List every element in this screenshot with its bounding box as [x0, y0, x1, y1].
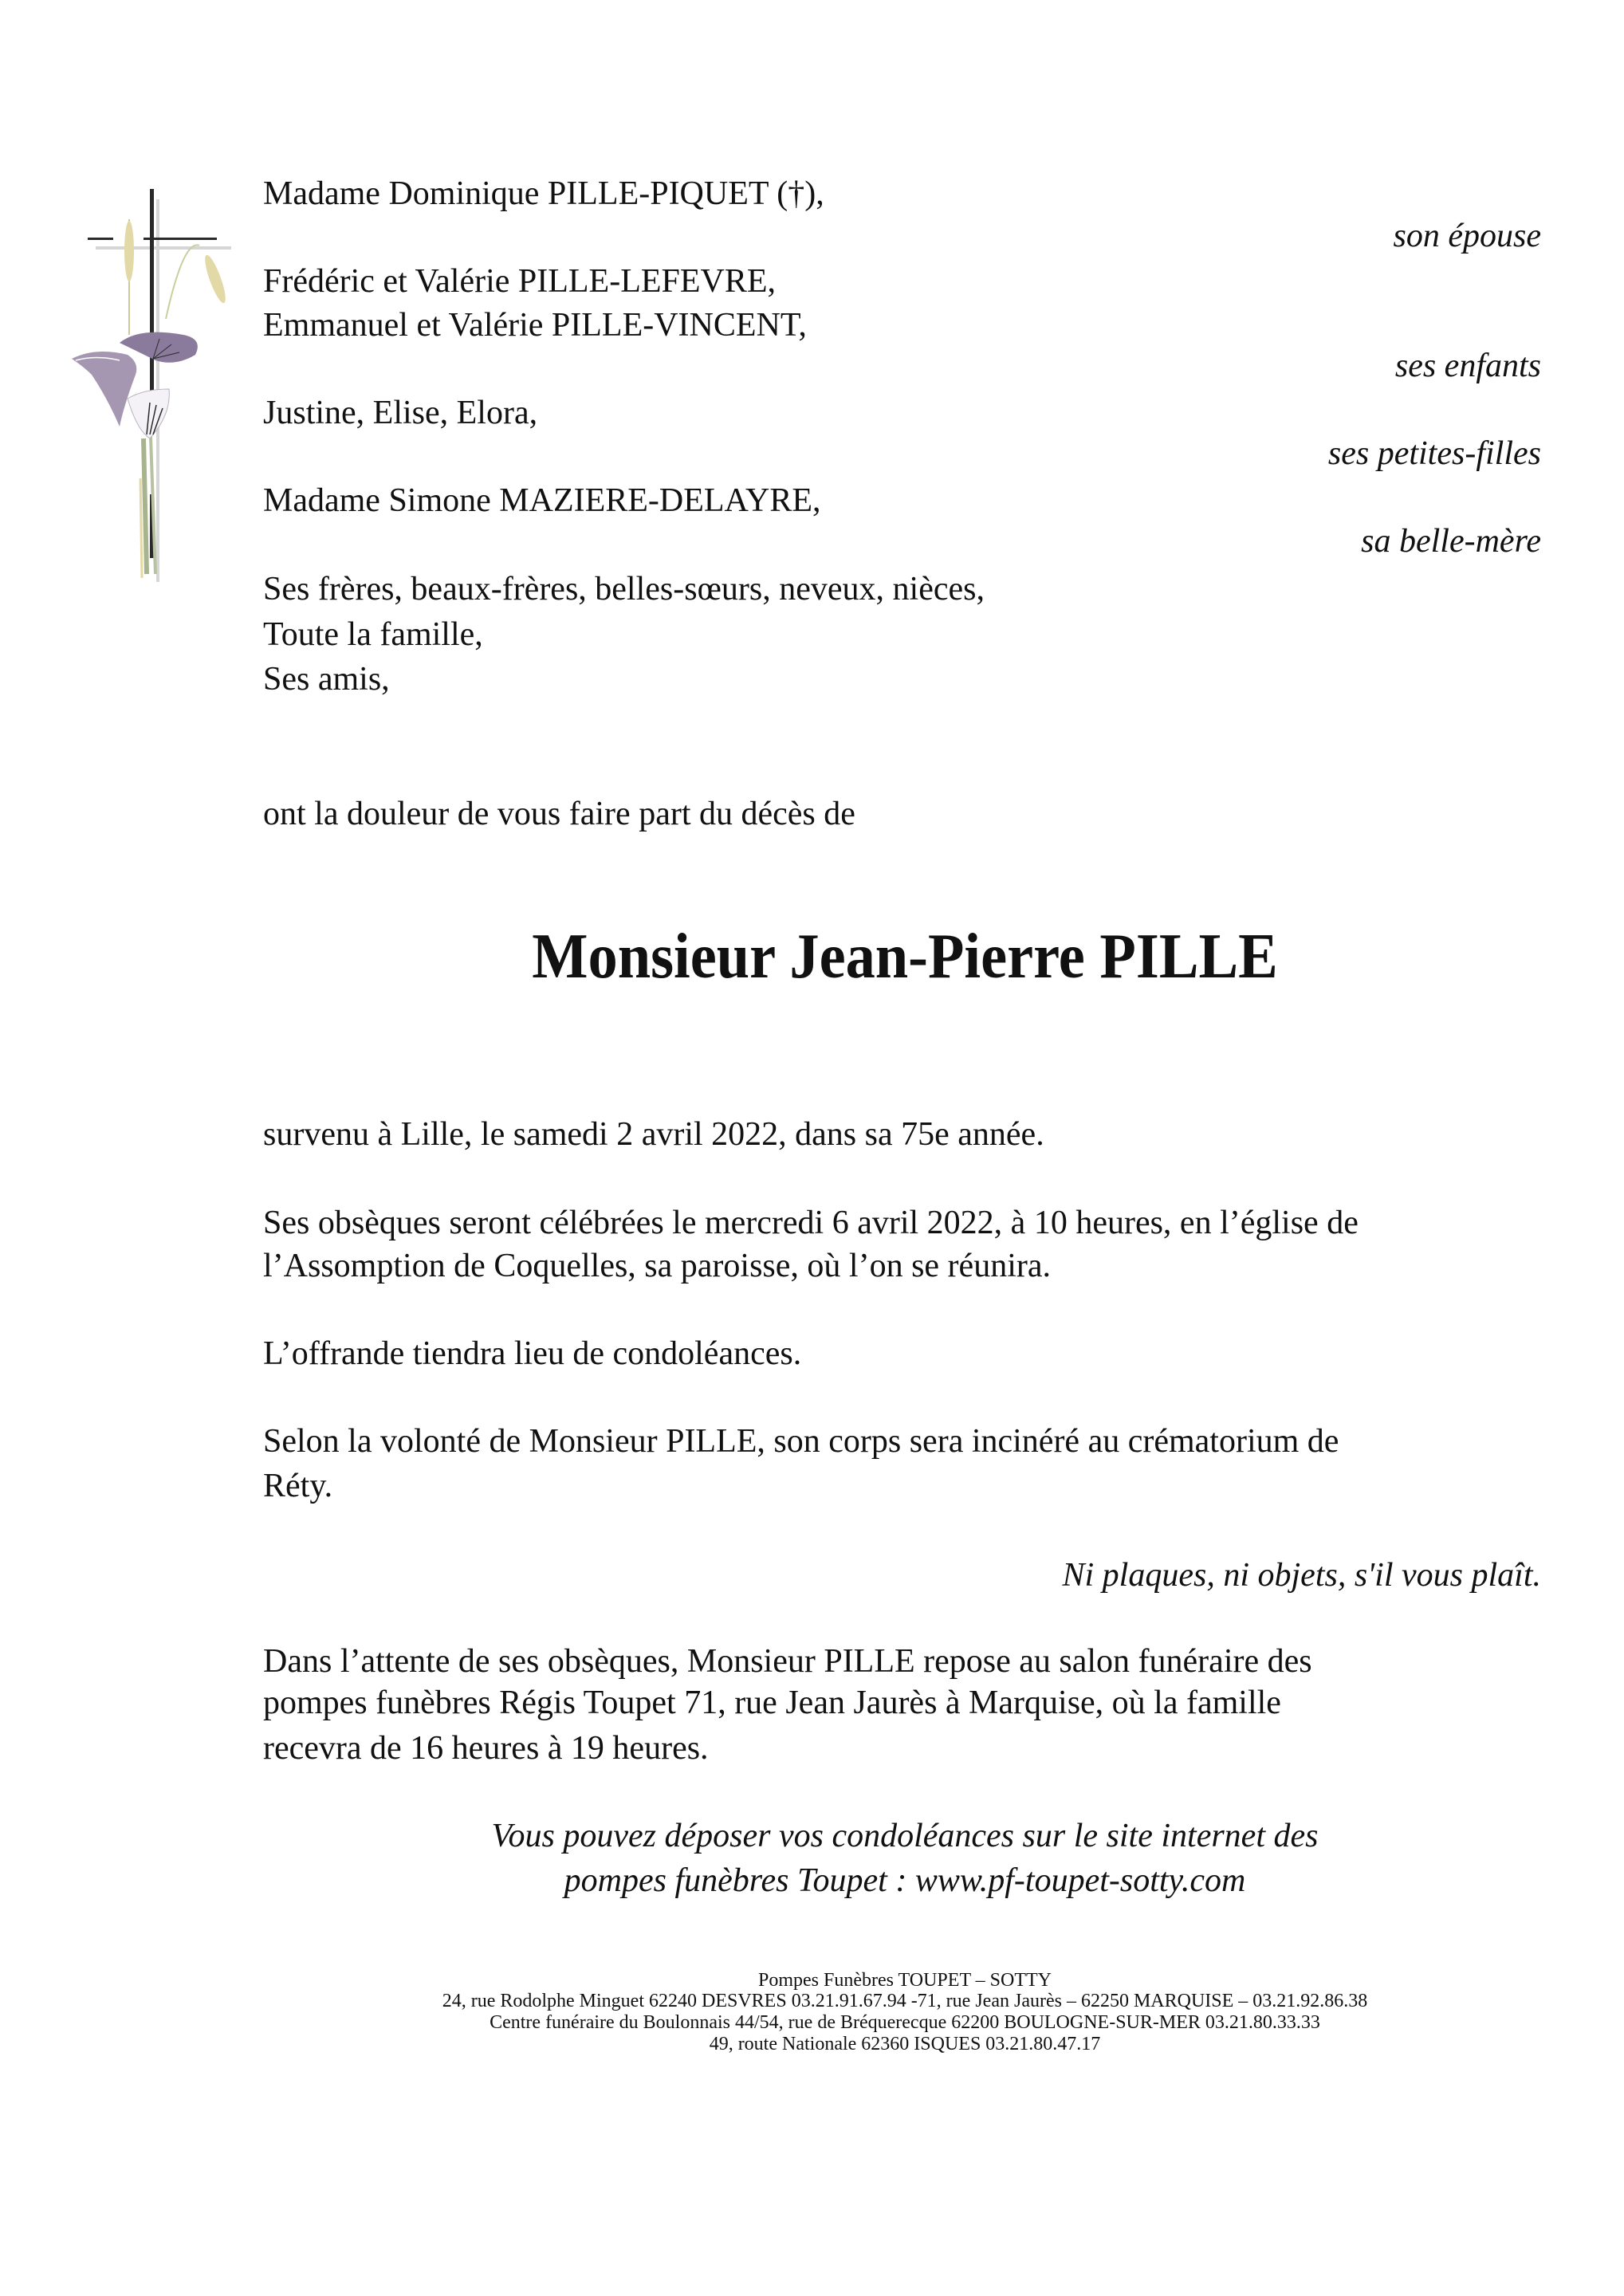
- relation-children: ses enfants: [1394, 348, 1541, 384]
- death-details: survenu à Lille, le samedi 2 avril 2022, dans sa 75e année.: [263, 1116, 1044, 1153]
- family-line-spouse: Madame Dominique PILLE-PIQUET (†),: [263, 175, 824, 212]
- visitation-line-2: pompes funèbres Régis Toupet 71, rue Jean Jaurès à Marquise, où la famille: [263, 1685, 1281, 1721]
- relation-granddaughters: ses petites-filles: [1327, 435, 1541, 472]
- family-line-mother-in-law: Madame Simone MAZIERE-DELAYRE,: [263, 482, 821, 519]
- funeral-line-2: l’Assomption de Coquelles, sa paroisse, où l’on se réunira.: [263, 1248, 1051, 1284]
- funeral-line-1: Ses obsèques seront célébrées le mercredi 6 avril 2022, à 10 heures, en l’église de: [263, 1205, 1359, 1241]
- condolences-line-2: pompes funèbres Toupet : www.pf-toupet-sotty.com: [564, 1862, 1246, 1899]
- footer-company-name: Pompes Funèbres TOUPET – SOTTY: [757, 1970, 1052, 1991]
- family-line-child-1: Frédéric et Valérie PILLE-LEFEVRE,: [263, 263, 777, 300]
- condolences-line-1: Vous pouvez déposer vos condoléances sur le site internet des: [491, 1818, 1319, 1854]
- visitation-line-1: Dans l’attente de ses obsèques, Monsieur PILLE repose au salon funéraire des: [263, 1643, 1312, 1680]
- footer-address-2: Centre funéraire du Boulonnais 44/54, rue de Bréquerecque 62200 BOULOGNE-SUR-MER 03.21.80.33.33: [490, 2012, 1320, 2033]
- announcement-text: ont la douleur de vous faire part du décès de: [263, 796, 855, 832]
- cremation-line-2: Réty.: [263, 1468, 333, 1504]
- footer-address-1: 24, rue Rodolphe Minguet 62240 DESVRES 03.21.91.67.94 -71, rue Jean Jaurès – 62250 MARQUISE – 03.21.92.86.38: [442, 1991, 1368, 2011]
- relation-mother-in-law: sa belle-mère: [1361, 523, 1541, 560]
- family-line-child-2: Emmanuel et Valérie PILLE-VINCENT,: [263, 307, 807, 344]
- relation-spouse: son épouse: [1393, 218, 1541, 254]
- no-flowers-note: Ni plaques, ni objets, s'il vous plaît.: [1062, 1557, 1541, 1594]
- cross-with-calla-lilies-icon: [64, 175, 255, 590]
- family-line-siblings: Ses frères, beaux-frères, belles-sœurs, neveux, nièces,: [263, 571, 985, 607]
- family-line-grandchildren: Justine, Elise, Elora,: [263, 395, 538, 431]
- deceased-name-heading: Monsieur Jean-Pierre PILLE: [532, 922, 1278, 992]
- footer-address-3: 49, route Nationale 62360 ISQUES 03.21.80.47.17: [709, 2034, 1101, 2054]
- family-line-friends: Ses amis,: [263, 661, 390, 698]
- visitation-line-3: recevra de 16 heures à 19 heures.: [263, 1730, 709, 1767]
- cremation-line-1: Selon la volonté de Monsieur PILLE, son corps sera incinéré au crématorium de: [263, 1423, 1339, 1460]
- offering-note: L’offrande tiendra lieu de condoléances.: [263, 1335, 802, 1372]
- family-line-family: Toute la famille,: [263, 616, 483, 653]
